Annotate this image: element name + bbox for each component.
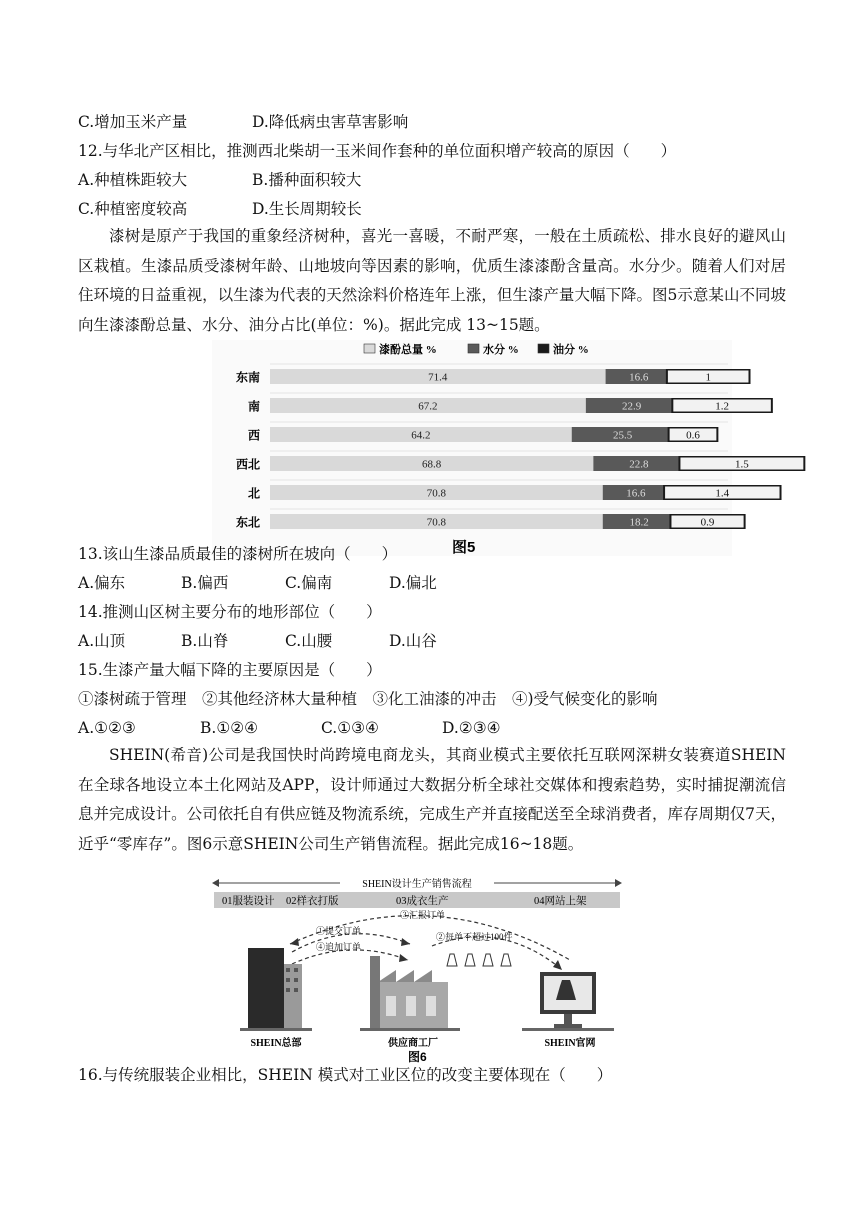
- fig6-caption: 图6: [408, 1050, 427, 1064]
- fig5-value-water: 25.5: [613, 429, 633, 442]
- fig5-value-water: 18.2: [629, 516, 649, 529]
- q14-stem: 14.推测山区树主要分布的地形部位（ ）: [78, 603, 382, 621]
- fig5-value-oil: 1: [705, 371, 711, 384]
- q12-option-d: D.生长周期较长: [252, 200, 362, 218]
- q13-option-a: A.偏东: [78, 574, 126, 592]
- fig5-category-label: 西: [247, 428, 260, 443]
- fig6-step-3: 03成衣生产: [396, 896, 449, 907]
- fig6-label-report: ③汇报订单: [400, 910, 446, 920]
- fig6-label-submit: ①提交订单: [316, 926, 362, 936]
- fig5-value-phenol: 70.8: [426, 516, 447, 529]
- fig5-value-oil: 1.4: [715, 487, 730, 500]
- q15-option-c: C.①③④: [321, 719, 379, 737]
- q12-option-a: A.种植株距较大: [78, 171, 188, 189]
- fig5-legend-swatch-2: [538, 344, 549, 353]
- q13-option-b: B.偏西: [181, 574, 229, 592]
- fig5-legend-label-0: 漆酚总量 %: [379, 344, 437, 356]
- fig5-value-phenol: 68.8: [422, 458, 442, 471]
- fig5-value-phenol: 70.8: [426, 487, 447, 500]
- fig5-value-oil: 0.9: [700, 516, 715, 529]
- q12-option-b: B.播种面积较大: [252, 171, 362, 189]
- fig5-value-water: 22.9: [621, 400, 642, 413]
- q13-option-d: D.偏北: [389, 574, 437, 592]
- fig6-title: SHEIN设计生产销售流程: [362, 879, 472, 890]
- q15-option-b: B.①②④: [200, 719, 259, 737]
- fig5-value-water: 16.6: [626, 487, 646, 500]
- fig5-value-oil: 1.5: [735, 458, 749, 471]
- figure-5-chart: [212, 340, 749, 556]
- fig5-value-phenol: 67.2: [418, 400, 438, 413]
- passage-shein: SHEIN(希音)公司是我国快时尚跨境电商龙头，其商业模式主要依托互联网深耕女装赛道SHEIN 在全球各地设立本土化网站及APP，设计师通过大数据分析全球社交媒体和搜索趋势，实时捕捉潮流信息并完成设计。公司依托自有供应链及物流系统，完成生产并直接配送至全球消费者，库存周期仅7天，近乎“零库存”。图6示意SHEIN公司生产销售流程。据此完成16~18题。: [78, 746, 786, 853]
- fig6-node-factory: 供应商工厂: [388, 1038, 438, 1049]
- fig5-category-label: 东南: [235, 370, 260, 385]
- q14-option-d: D.山谷: [389, 632, 437, 650]
- q15-option-d: D.②③④: [442, 719, 501, 737]
- q15-items: ①漆树疏于管理 ②其他经济林大量种植 ③化工油漆的冲击 ④)受气候变化的影响: [78, 690, 658, 708]
- q11-option-c: C.增加玉米产量: [78, 113, 188, 131]
- fig5-category-label: 北: [247, 486, 260, 501]
- fig6-step-1: 01服装设计: [222, 896, 275, 907]
- q13-option-c: C.偏南: [285, 574, 333, 592]
- fig5-legend-label-1: 水分 %: [483, 344, 519, 356]
- q12-option-c: C.种植密度较高: [78, 200, 188, 218]
- q15-option-a: A.①②③: [78, 719, 136, 737]
- q12-stem: 12.与华北产区相比，推测西北柴胡一玉米间作套种的单位面积增产较高的原因（ ）: [78, 142, 677, 160]
- fig5-value-phenol: 64.2: [411, 429, 431, 442]
- q11-option-d: D.降低病虫害草害影响: [252, 113, 409, 131]
- fig6-node-website: SHEIN官网: [544, 1038, 596, 1049]
- fig5-value-water: 22.8: [629, 458, 649, 471]
- q14-option-c: C.山腰: [285, 632, 333, 650]
- fig5-value-water: 16.6: [629, 371, 649, 384]
- fig5-category-label: 西北: [235, 457, 260, 472]
- fig5-category-label: 南: [247, 399, 260, 414]
- figure-6-diagram: [210, 872, 624, 1064]
- q13-stem: 13.该山生漆品质最佳的漆树所在坡向（ ）: [78, 545, 398, 563]
- q14-option-a: A.山顶: [78, 632, 126, 650]
- fig6-label-append: ④追加订单: [316, 942, 362, 952]
- fig5-legend-swatch-0: [364, 344, 375, 353]
- q15-stem: 15.生漆产量大幅下降的主要原因是（ ）: [78, 661, 382, 679]
- fig5-caption: 图5: [452, 539, 476, 556]
- fig5-legend-label-2: 油分 %: [553, 344, 589, 356]
- fig6-label-limit: ②每单不超过100件: [436, 932, 513, 942]
- q14-option-b: B.山脊: [181, 632, 229, 650]
- fig6-step-2: 02样衣打版: [286, 896, 339, 907]
- fig5-legend-swatch-1: [468, 344, 479, 353]
- q16-stem: 16.与传统服装企业相比，SHEIN 模式对工业区位的改变主要体现在（ ）: [78, 1066, 613, 1084]
- fig6-node-hq: SHEIN总部: [250, 1038, 302, 1049]
- fig5-value-oil: 1.2: [715, 400, 729, 413]
- fig6-step-4: 04网站上架: [534, 896, 587, 907]
- passage-lacquer: 漆树是原产于我国的重象经济树种，喜光一喜暖，不耐严寒，一般在土质疏松、排水良好的避风山区栽植。生漆品质受漆树年龄、山地坡向等因素的影响，优质生漆漆酚含量高。水分少。随着人们对居住环境的日益重视，以生漆为代表的天然涂料价格连年上涨，但生漆产量大幅下降。图5示意某山不同坡向生漆漆酚总量、水分、油分占比(单位：%)。据此完成 13~15题。: [78, 227, 786, 334]
- fig5-category-label: 东北: [235, 515, 260, 530]
- fig5-value-phenol: 71.4: [428, 371, 448, 384]
- fig5-value-oil: 0.6: [686, 429, 700, 442]
